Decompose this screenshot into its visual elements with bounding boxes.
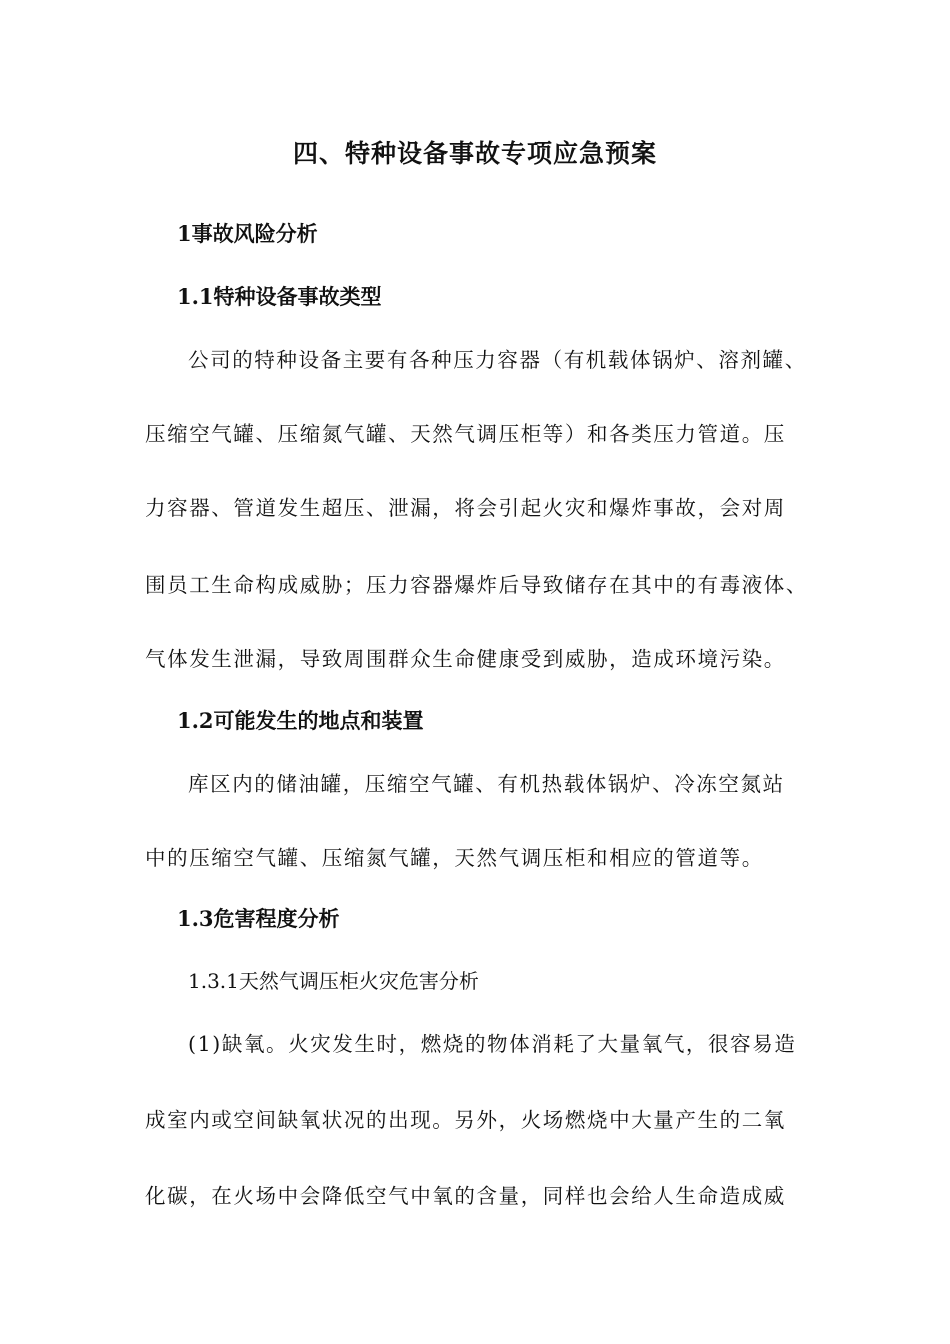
heading-section-1-3-1: 1.3.1天然气调压柜火灾危害分析 [188,969,479,993]
paragraph-line: 成室内或空间缺氧状况的出现。另外，火场燃烧中大量产生的二氧 [145,1108,786,1132]
paragraph-line: 中的压缩空气罐、压缩氮气罐，天然气调压柜和相应的管道等。 [145,846,764,870]
paragraph-line: 化碳，在火场中会降低空气中氧的含量，同样也会给人生命造成威 [145,1184,786,1208]
heading-section-1-2: 1.2可能发生的地点和装置 [177,708,424,733]
paragraph-line: (1)缺氧。火灾发生时，燃烧的物体消耗了大量氧气，很容易造 [188,1032,797,1056]
paragraph-line: 力容器、管道发生超压、泄漏，将会引起火灾和爆炸事故，会对周 [145,496,786,520]
paragraph-line: 气体发生泄漏，导致周围群众生命健康受到威胁，造成环境污染。 [145,647,786,671]
heading-section-1-3: 1.3危害程度分析 [177,906,340,931]
paragraph-line: 压缩空气罐、压缩氮气罐、天然气调压柜等）和各类压力管道。压 [145,422,786,446]
heading-section-1-1: 1.1特种设备事故类型 [177,284,382,309]
paragraph-line: 围员工生命构成威胁；压力容器爆炸后导致储存在其中的有毒液体、 [145,573,808,597]
paragraph-line: 库区内的储油罐，压缩空气罐、有机热载体锅炉、冷冻空氮站 [188,772,785,796]
heading-section-1: 1事故风险分析 [177,221,318,246]
document-title: 四、特种设备事故专项应急预案 [292,139,657,168]
paragraph-line: 公司的特种设备主要有各种压力容器（有机载体锅炉、溶剂罐、 [188,348,807,372]
